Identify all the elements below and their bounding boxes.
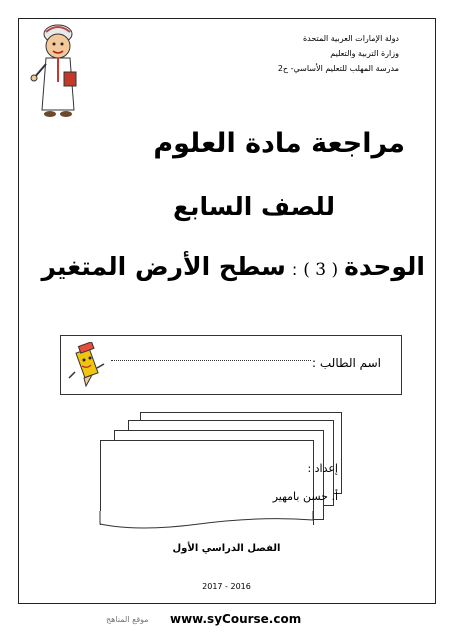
footer-site[interactable]: www.syCourse.com (170, 612, 302, 626)
title-grade: للصف السابع (173, 192, 335, 221)
academic-year: 2017 - 2016 (202, 582, 251, 591)
header-school: مدرسة المهلب للتعليم الأساسي- ح2 (277, 64, 399, 73)
footer-note: موقع المناهج (106, 615, 149, 624)
unit-name: سطح الأرض المتغير (41, 252, 286, 281)
prepared-by-name: أ. حسن بامهير (272, 490, 338, 503)
unit-separator: : (291, 260, 298, 279)
boy-mascot-icon (28, 22, 86, 120)
prepared-by-label: إعداد : (307, 462, 338, 475)
semester: الفصل الدراسي الأول (172, 543, 281, 554)
unit-title (41, 252, 425, 281)
header-country: دولة الإمارات العربية المتحدة (302, 34, 399, 43)
sheet-curl (99, 510, 315, 532)
header-ministry: وزارة التربية والتعليم (330, 49, 399, 58)
student-name-box (60, 335, 402, 395)
unit-number: ( 3 ) (303, 260, 339, 280)
student-name-label: اسم الطالب : (312, 356, 381, 370)
unit-prefix: الوحدة (344, 252, 425, 281)
title-review: مراجعة مادة العلوم (153, 128, 405, 159)
pencil-mascot-icon (67, 342, 107, 388)
student-name-field[interactable] (111, 360, 311, 361)
